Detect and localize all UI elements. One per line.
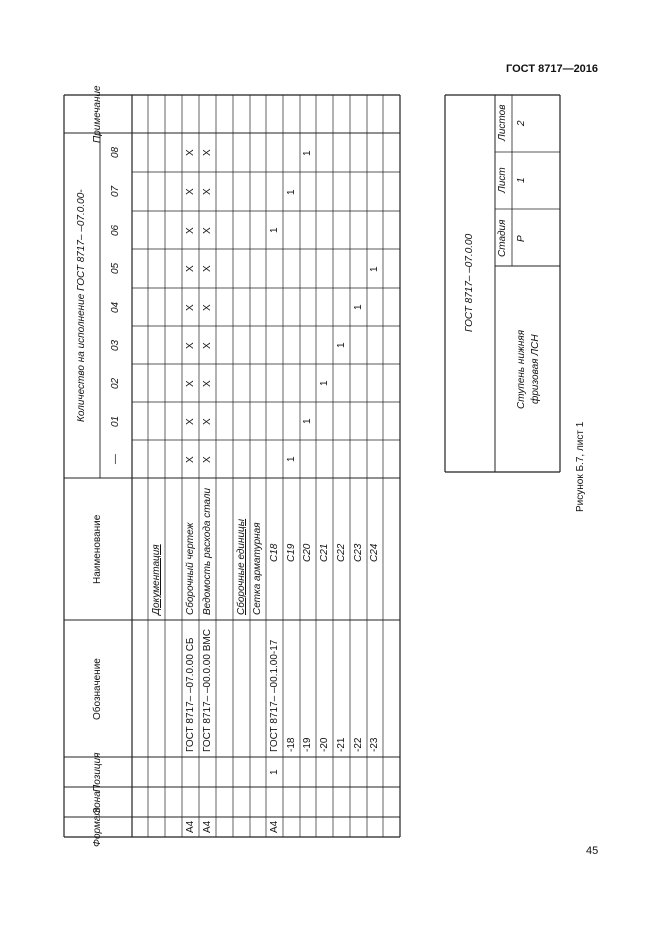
cell-designation: -18 <box>285 737 297 752</box>
cell-qty-mark: X <box>201 455 213 463</box>
title-block-designation: ГОСТ 8717– –07.0.00 <box>464 233 475 332</box>
cell-qty-mark: X <box>184 149 196 156</box>
header-quantity: Количество на исполнение ГОСТ 8717– –07.0.00- <box>76 189 87 422</box>
cell-qty-mark: X <box>184 379 196 387</box>
cell-name: Ведомость расхода стали <box>201 487 213 615</box>
cell-designation: ГОСТ 8717– –00.1.00-17 <box>268 639 280 752</box>
cell-qty-value: 1 <box>285 188 297 195</box>
cell-designation: ГОСТ 8717– –00.0.00 ВМС <box>201 629 213 752</box>
cell-qty-mark: X <box>184 341 196 349</box>
variant-code: 08 <box>110 146 121 158</box>
cell-name: Сборочные единицы <box>235 518 247 615</box>
header-designation: Обозначение <box>92 657 103 720</box>
cell-designation: -22 <box>352 737 364 752</box>
page-number: 45 <box>586 845 599 857</box>
cell-qty-value: 1 <box>268 227 280 233</box>
cell-qty-mark: X <box>201 149 213 156</box>
cell-name: С22 <box>335 543 347 562</box>
header-name: Наименование <box>92 514 103 584</box>
cell-qty-value: 1 <box>302 149 313 156</box>
cell-qty-value: 1 <box>285 456 297 462</box>
variant-code: 03 <box>110 339 121 351</box>
cell-name: С20 <box>302 543 313 562</box>
sheets-label: Листов <box>497 104 508 141</box>
title-block-title-line2: фризовая ЛСН <box>530 334 541 404</box>
cell-qty-value: 1 <box>318 380 330 386</box>
cell-name: Сетка арматурная <box>252 522 263 615</box>
cell-designation: -23 <box>369 737 380 752</box>
cell-qty-mark: X <box>184 226 196 234</box>
cell-position: 1 <box>268 769 280 775</box>
cell-qty-mark: X <box>201 303 213 311</box>
cell-format: А4 <box>184 820 196 833</box>
cell-format: А4 <box>268 820 280 833</box>
cell-qty-value: 1 <box>352 304 364 310</box>
cell-qty-value: 1 <box>369 265 380 272</box>
cell-designation: ГОСТ 8717– –07.0.00 СБ <box>184 637 196 752</box>
title-block-title-line1: Ступень нижняя <box>516 329 527 409</box>
header-note: Примечание <box>92 85 103 143</box>
variant-code: 02 <box>110 377 121 389</box>
cell-name: Сборочный чертеж <box>184 522 196 615</box>
header-position: Позиция <box>92 752 103 792</box>
cell-qty-mark: X <box>184 265 196 272</box>
cell-qty-mark: X <box>184 188 196 195</box>
cell-designation: -19 <box>302 737 313 752</box>
cell-qty-mark: X <box>184 417 196 425</box>
cell-qty-mark: X <box>201 265 213 272</box>
cell-name: С23 <box>352 543 364 562</box>
sheet-value: 1 <box>516 177 527 183</box>
variant-code: 07 <box>110 185 121 197</box>
cell-qty-mark: X <box>201 226 213 234</box>
cell-name: С18 <box>268 543 280 562</box>
cell-qty-mark: X <box>201 379 213 387</box>
sheets-value: 2 <box>516 120 527 126</box>
cell-qty-mark: X <box>201 417 213 425</box>
variant-code: 01 <box>110 415 121 427</box>
cell-qty-mark: X <box>184 455 196 463</box>
cell-name: С21 <box>318 543 330 562</box>
figure-caption: Рисунок Б.7, лист 1 <box>575 421 586 512</box>
stage-label: Стадия <box>497 219 508 257</box>
variant-code: 06 <box>110 224 121 236</box>
cell-qty-mark: X <box>184 303 196 311</box>
header-format: Формат <box>92 807 103 847</box>
header-zone: Зона <box>92 790 103 814</box>
cell-designation: -20 <box>318 737 330 752</box>
cell-qty-mark: X <box>201 188 213 195</box>
variant-code: — <box>110 454 121 464</box>
cell-designation: -21 <box>335 737 347 752</box>
standard-header: ГОСТ 8717—2016 <box>506 63 599 75</box>
cell-qty-value: 1 <box>302 418 313 424</box>
cell-name: Документация <box>150 544 162 615</box>
cell-name: С24 <box>369 543 380 562</box>
variant-code: 04 <box>110 301 121 313</box>
sheet-label: Лист <box>497 167 508 193</box>
variant-code: 05 <box>110 262 121 274</box>
stage-value: Р <box>516 234 527 242</box>
cell-qty-mark: X <box>201 341 213 349</box>
cell-format: А4 <box>201 820 213 833</box>
cell-qty-value: 1 <box>335 342 347 348</box>
cell-name: С19 <box>285 543 297 562</box>
